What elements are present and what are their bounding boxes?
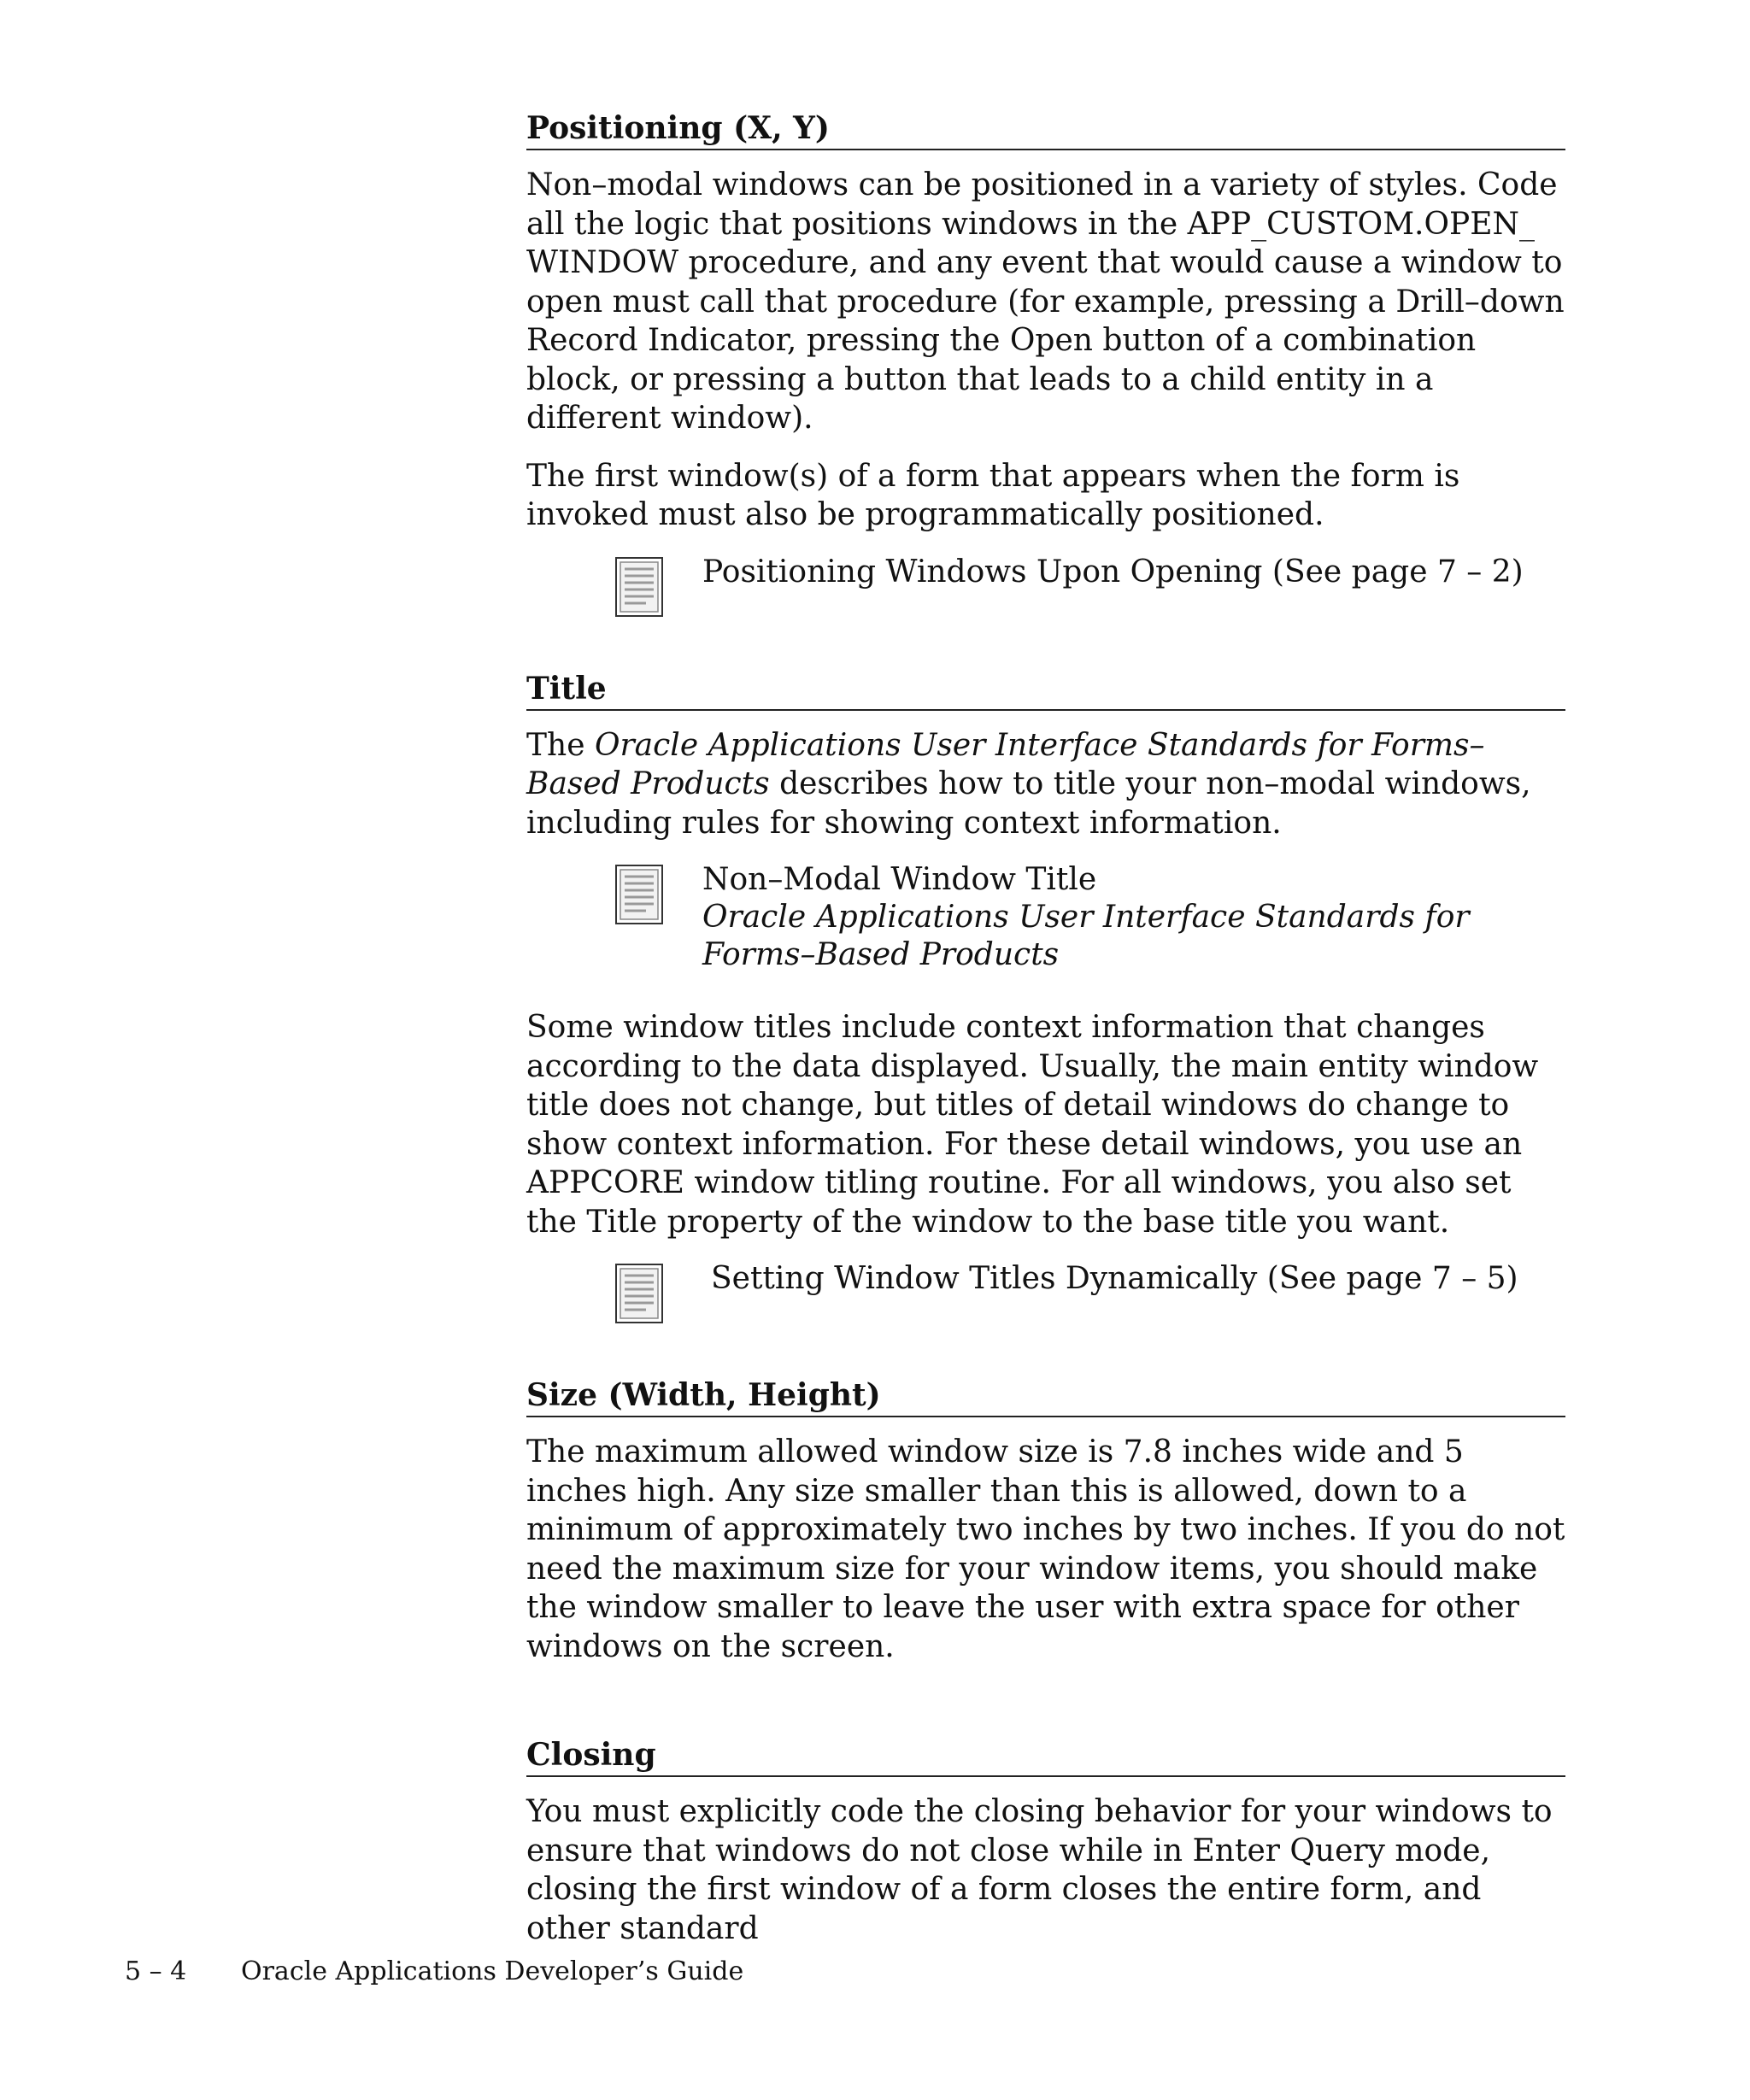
page-footer [125,1956,743,1987]
cross-reference-window-title[interactable] [615,861,1565,974]
page-number: 5 – 4 [125,1956,187,1986]
section-positioning [526,109,1565,615]
section-closing [526,1736,1565,1948]
heading-title: Title [526,670,1565,711]
paragraph-title-2: Some window titles include context information that changes according to the data displayed. Usually, the main entity window title does not change, but titles of detail windows do change to show context information. For these detail windows, you use an APPCORE window titling routine. For all windows, you also set the Title property of the window to the base title you want. [526,1010,1539,1240]
cross-reference-window-titles-dynamic[interactable] [615,1260,1565,1322]
text-run: The [526,727,595,763]
paragraph-closing-1: You must explicitly code the closing behavior for your windows to ensure that windows do not close while in Enter Query mode, closing the first window of a form closes the entire form, and other standard [526,1794,1553,1946]
section-size [526,1376,1565,1666]
book-title: Oracle Applications Developer’s Guide [241,1956,744,1986]
document-reference-icon [615,865,663,924]
heading-closing: Closing [526,1736,1565,1777]
cross-reference-book-title: Oracle Applications User Interface Standards for Forms–Based Products [702,900,1470,972]
document-reference-icon [615,557,663,617]
paragraph-positioning-2: The first window(s) of a form that appears when the form is invoked must also be programmatically positioned. [526,458,1460,532]
paragraph-positioning-1: Non–modal windows can be positioned in a variety of styles. Code all the logic that positions windows in the APP_CUSTOM.OPEN_ WINDOW procedure, and any event that would cause a window to open must call that procedure (for example, pressing a Drill–down Record Indicator, pressing the Open button of a combination block, or pressing a button that leads to a child entity in a different window). [526,167,1565,436]
heading-positioning: Positioning (X, Y) [526,109,1565,150]
cross-reference-text: Positioning Windows Upon Opening (See page 7 – 2) [702,554,1524,590]
cross-reference-positioning[interactable] [615,554,1565,615]
cross-reference-text: Setting Window Titles Dynamically (See page 7 – 5) [711,1261,1518,1296]
page-content [526,109,1565,1948]
section-title [526,670,1565,1323]
book-title-italic: Oracle Applications User Interface Standards for Forms–Based Products [526,727,1485,801]
paragraph-size-1: The maximum allowed window size is 7.8 inches wide and 5 inches high. Any size smaller than this is allowed, down to a minimum of approximately two inches by two inches. If you do not need the maximum size for your window items, you should make the window smaller to leave the user with extra space for other windows on the screen. [526,1434,1565,1664]
cross-reference-text: Non–Modal Window Title [702,862,1097,897]
text-run: describes how to title your non–modal windows, including rules for showing context information. [526,766,1531,841]
document-reference-icon [615,1264,663,1323]
heading-size: Size (Width, Height) [526,1376,1565,1417]
paragraph-title-1 [526,726,1565,843]
